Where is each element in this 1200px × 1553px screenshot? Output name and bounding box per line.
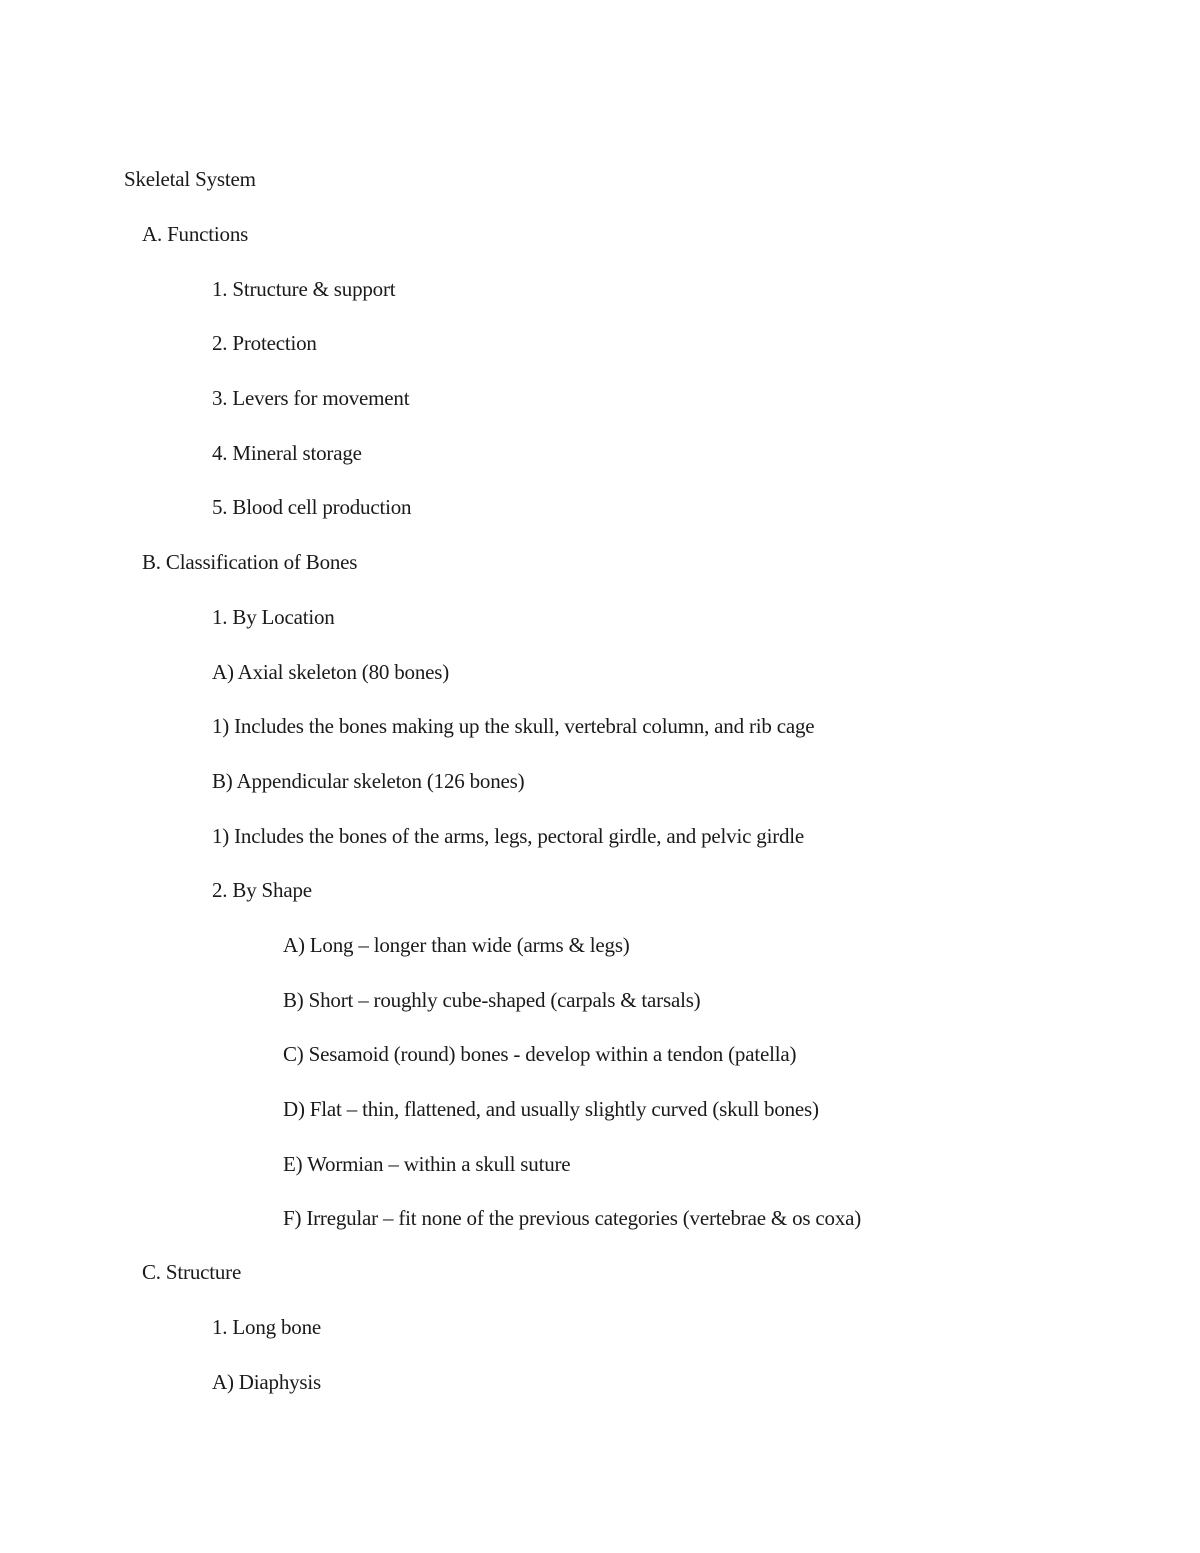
section-b-heading: B. Classification of Bones xyxy=(142,550,358,574)
shape-item: F) Irregular – fit none of the previous categories (vertebrae & os coxa) xyxy=(283,1206,862,1230)
by-location-heading: 1. By Location xyxy=(212,605,335,629)
shape-item: E) Wormian – within a skull suture xyxy=(283,1152,571,1176)
diaphysis-item: A) Diaphysis xyxy=(212,1370,322,1394)
by-shape-heading: 2. By Shape xyxy=(212,878,312,902)
shape-item: C) Sesamoid (round) bones - develop within a tendon (patella) xyxy=(283,1042,797,1066)
axial-skeleton-item: A) Axial skeleton (80 bones) xyxy=(212,660,450,684)
shape-item: A) Long – longer than wide (arms & legs) xyxy=(283,933,630,957)
section-a-heading: A. Functions xyxy=(142,222,249,246)
axial-skeleton-detail: 1) Includes the bones making up the skull, vertebral column, and rib cage xyxy=(212,714,815,738)
shape-item: D) Flat – thin, flattened, and usually slightly curved (skull bones) xyxy=(283,1097,819,1121)
appendicular-skeleton-detail: 1) Includes the bones of the arms, legs, pectoral girdle, and pelvic girdle xyxy=(212,824,805,848)
function-item: 3. Levers for movement xyxy=(212,386,410,410)
document-title: Skeletal System xyxy=(124,167,256,191)
long-bone-item: 1. Long bone xyxy=(212,1315,321,1339)
shape-item: B) Short – roughly cube-shaped (carpals & tarsals) xyxy=(283,988,701,1012)
function-item: 4. Mineral storage xyxy=(212,441,362,465)
function-item: 5. Blood cell production xyxy=(212,495,412,519)
section-c-heading: C. Structure xyxy=(142,1260,242,1284)
function-item: 2. Protection xyxy=(212,331,317,355)
function-item: 1. Structure & support xyxy=(212,277,396,301)
appendicular-skeleton-item: B) Appendicular skeleton (126 bones) xyxy=(212,769,525,793)
